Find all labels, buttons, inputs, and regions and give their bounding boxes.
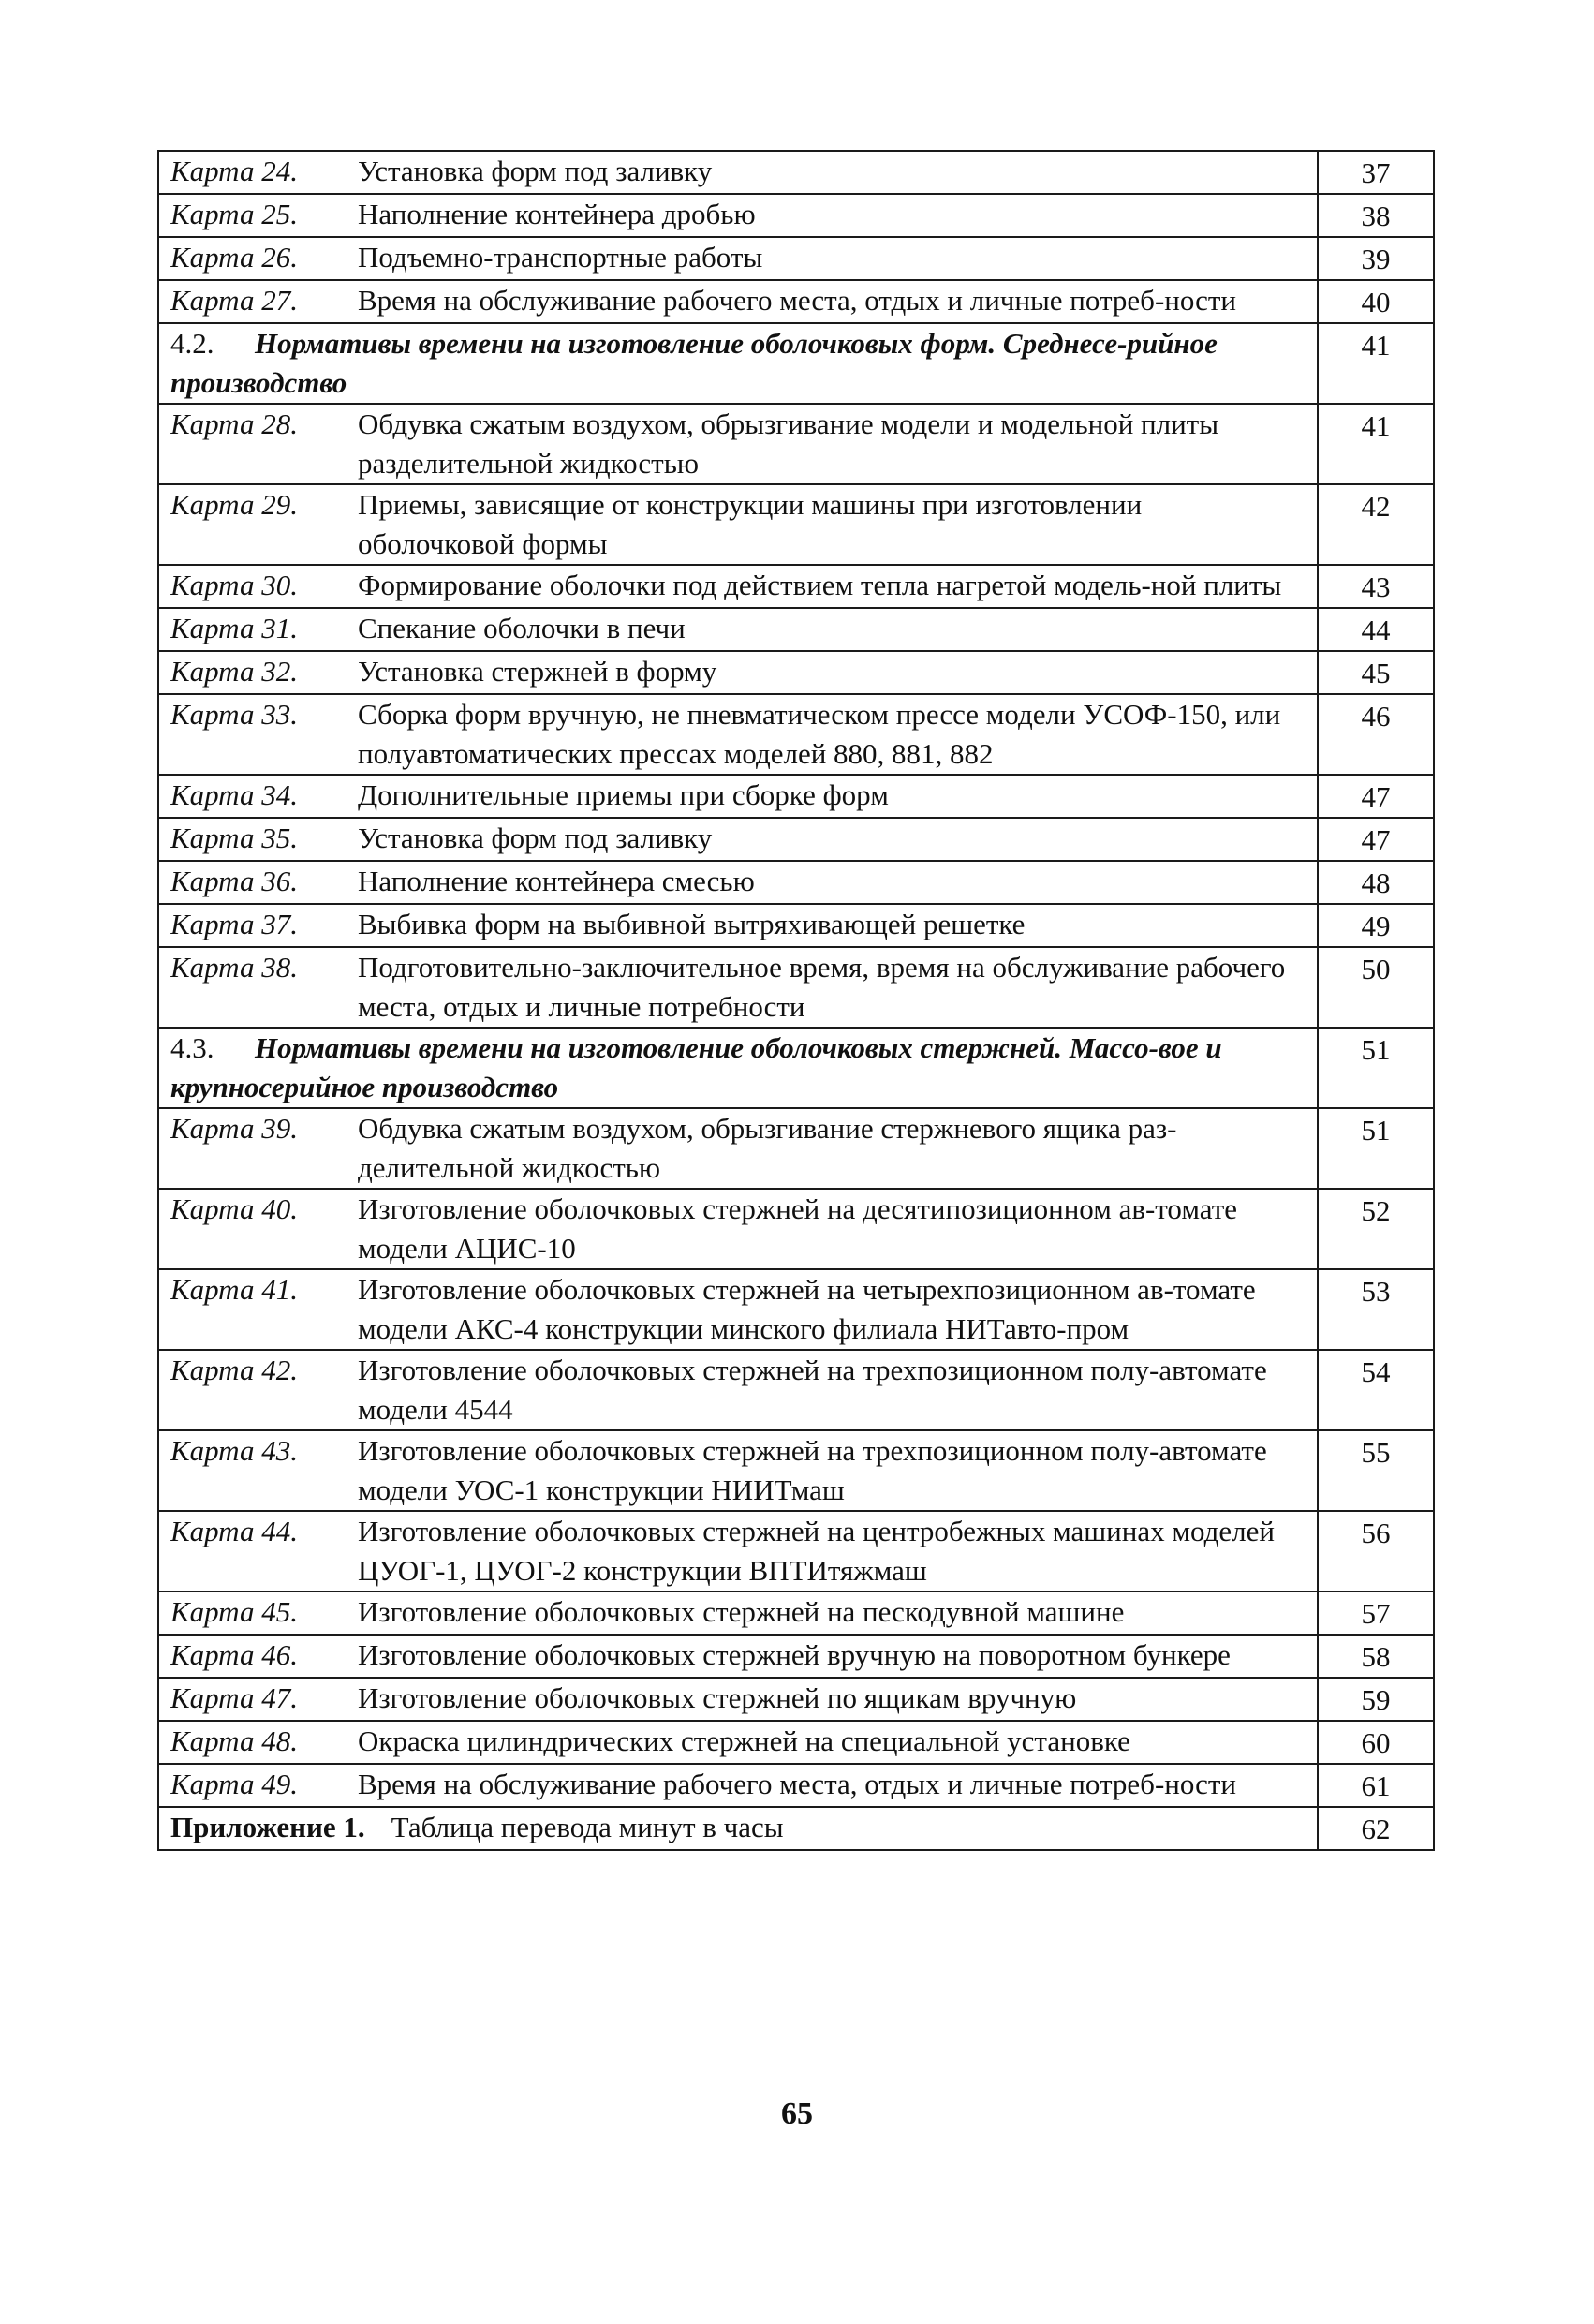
toc-body xyxy=(158,151,1434,1850)
toc-row-card xyxy=(158,694,1434,775)
card-title: Установка стержней в форму xyxy=(358,655,717,688)
card-label: Карта 39. xyxy=(170,1112,298,1145)
card-label: Карта 45. xyxy=(170,1595,298,1628)
toc-page-number: 47 xyxy=(1318,818,1434,861)
card-label: Карта 33. xyxy=(170,698,298,731)
toc-page-number: 45 xyxy=(1318,651,1434,694)
card-title: Изготовление оболочковых стержней на трехпозиционном полу-автомате модели УОС-1 конструкции НИИТмаш xyxy=(358,1434,1267,1506)
card-label: Карта 43. xyxy=(170,1434,298,1467)
card-title: Время на обслуживание рабочего места, отдых и личные потреб-ности xyxy=(358,284,1237,317)
card-title: Время на обслуживание рабочего места, отдых и личные потреб-ности xyxy=(358,1768,1237,1800)
card-label: Карта 27. xyxy=(170,284,298,317)
toc-page-number: 43 xyxy=(1318,565,1434,608)
toc-entry xyxy=(158,904,1318,947)
card-title: Дополнительные приемы при сборке форм xyxy=(358,778,889,811)
toc-page-number: 48 xyxy=(1318,861,1434,904)
toc-page-number: 56 xyxy=(1318,1511,1434,1591)
toc-entry xyxy=(158,694,1318,775)
toc-row-card xyxy=(158,1764,1434,1807)
toc-entry xyxy=(158,651,1318,694)
card-title: Наполнение контейнера дробью xyxy=(358,198,756,230)
toc-entry xyxy=(158,1108,1318,1189)
toc-entry xyxy=(158,237,1318,280)
toc-page-number: 42 xyxy=(1318,484,1434,565)
toc-row-card xyxy=(158,565,1434,608)
toc-row-section xyxy=(158,323,1434,404)
toc-row-card xyxy=(158,608,1434,651)
toc-entry xyxy=(158,1028,1318,1108)
toc-entry xyxy=(158,565,1318,608)
toc-row-card xyxy=(158,404,1434,484)
toc-entry xyxy=(158,818,1318,861)
toc-entry xyxy=(158,1807,1318,1850)
section-number: 4.2. xyxy=(170,327,214,360)
card-label: Карта 24. xyxy=(170,155,298,187)
toc-row-card xyxy=(158,484,1434,565)
card-title: Обдувка сжатым воздухом, обрызгивание модели и модельной плиты разделительной жидкостью xyxy=(358,407,1219,480)
toc-row-card xyxy=(158,1108,1434,1189)
section-title: Нормативы времени на изготовление оболочковых стержней. Массо-вое и крупносерийное производство xyxy=(170,1031,1222,1103)
card-label: Карта 32. xyxy=(170,655,298,688)
card-title: Выбивка форм на выбивной вытряхивающей решетке xyxy=(358,908,1026,940)
toc-page-number: 44 xyxy=(1318,608,1434,651)
card-label: Карта 26. xyxy=(170,241,298,274)
toc-entry xyxy=(158,1269,1318,1350)
toc-entry xyxy=(158,1350,1318,1430)
card-label: Карта 30. xyxy=(170,569,298,601)
card-title: Установка форм под заливку xyxy=(358,155,713,187)
toc-page-number: 41 xyxy=(1318,323,1434,404)
toc-page-number: 39 xyxy=(1318,237,1434,280)
toc-entry xyxy=(158,404,1318,484)
toc-entry xyxy=(158,280,1318,323)
toc-page-number: 60 xyxy=(1318,1721,1434,1764)
toc-row-card xyxy=(158,194,1434,237)
toc-page-number: 47 xyxy=(1318,775,1434,818)
page-number: 65 xyxy=(781,2096,813,2131)
toc-entry xyxy=(158,1635,1318,1678)
card-label: Карта 46. xyxy=(170,1638,298,1671)
card-title: Изготовление оболочковых стержней на пескодувной машине xyxy=(358,1595,1125,1628)
card-label: Карта 37. xyxy=(170,908,298,940)
toc-page-number: 61 xyxy=(1318,1764,1434,1807)
card-label: Карта 29. xyxy=(170,488,298,521)
toc-row-card xyxy=(158,947,1434,1028)
card-label: Карта 40. xyxy=(170,1192,298,1225)
toc-page-number: 52 xyxy=(1318,1189,1434,1269)
toc-row-card xyxy=(158,1591,1434,1635)
toc-row-section xyxy=(158,1028,1434,1108)
toc-entry xyxy=(158,775,1318,818)
card-title: Приемы, зависящие от конструкции машины при изготовлении оболочковой формы xyxy=(358,488,1143,560)
toc-row-card xyxy=(158,1350,1434,1430)
card-title: Изготовление оболочковых стержней на трехпозиционном полу-автомате модели 4544 xyxy=(358,1354,1267,1426)
card-title: Подготовительно-заключительное время, время на обслуживание рабочего места, отдых и личные потребности xyxy=(358,951,1286,1023)
toc-entry xyxy=(158,861,1318,904)
card-title: Наполнение контейнера смесью xyxy=(358,865,755,897)
toc-row-card xyxy=(158,1635,1434,1678)
card-label: Карта 28. xyxy=(170,407,298,440)
toc-row-card xyxy=(158,1721,1434,1764)
toc-row-card xyxy=(158,861,1434,904)
toc-row-card xyxy=(158,151,1434,194)
toc-row-card xyxy=(158,775,1434,818)
toc-page-number: 62 xyxy=(1318,1807,1434,1850)
toc-entry xyxy=(158,1189,1318,1269)
toc-row-card xyxy=(158,1430,1434,1511)
toc-entry xyxy=(158,484,1318,565)
card-title: Изготовление оболочковых стержней по ящикам вручную xyxy=(358,1681,1077,1714)
toc-entry xyxy=(158,1511,1318,1591)
toc-page-number: 51 xyxy=(1318,1028,1434,1108)
toc-row-card xyxy=(158,1678,1434,1721)
toc-page-number: 58 xyxy=(1318,1635,1434,1678)
toc-row-card xyxy=(158,1269,1434,1350)
toc-row-card xyxy=(158,1189,1434,1269)
toc-entry xyxy=(158,608,1318,651)
toc-page-number: 46 xyxy=(1318,694,1434,775)
toc-page-number: 38 xyxy=(1318,194,1434,237)
toc-page-number: 57 xyxy=(1318,1591,1434,1635)
toc-page-number: 49 xyxy=(1318,904,1434,947)
toc-entry xyxy=(158,947,1318,1028)
card-label: Карта 36. xyxy=(170,865,298,897)
toc-page-number: 41 xyxy=(1318,404,1434,484)
toc-row-appendix xyxy=(158,1807,1434,1850)
toc-page-number: 59 xyxy=(1318,1678,1434,1721)
toc-row-card xyxy=(158,904,1434,947)
toc-row-card xyxy=(158,818,1434,861)
card-title: Окраска цилиндрических стержней на специальной установке xyxy=(358,1724,1130,1757)
card-label: Карта 47. xyxy=(170,1681,298,1714)
toc-entry xyxy=(158,151,1318,194)
toc-entry xyxy=(158,194,1318,237)
table-of-contents xyxy=(157,150,1435,1851)
card-label: Карта 34. xyxy=(170,778,298,811)
section-number: 4.3. xyxy=(170,1031,214,1064)
toc-page-number: 53 xyxy=(1318,1269,1434,1350)
card-title: Изготовление оболочковых стержней на десятипозиционном ав-томате модели АЦИС-10 xyxy=(358,1192,1238,1265)
toc-entry xyxy=(158,323,1318,404)
toc-row-card xyxy=(158,651,1434,694)
card-title: Спекание оболочки в печи xyxy=(358,612,686,644)
card-title: Сборка форм вручную, не пневматическом прессе модели УСОФ-150, или полуавтоматических прессах моделей 880, 881, 882 xyxy=(358,698,1281,770)
toc-entry xyxy=(158,1678,1318,1721)
card-title: Формирование оболочки под действием тепла нагретой модель-ной плиты xyxy=(358,569,1282,601)
card-label: Карта 48. xyxy=(170,1724,298,1757)
toc-page-number: 51 xyxy=(1318,1108,1434,1189)
toc-entry xyxy=(158,1591,1318,1635)
card-title: Установка форм под заливку xyxy=(358,822,713,854)
card-label: Карта 42. xyxy=(170,1354,298,1386)
card-label: Карта 25. xyxy=(170,198,298,230)
toc-entry xyxy=(158,1764,1318,1807)
toc-entry xyxy=(158,1721,1318,1764)
card-label: Карта 41. xyxy=(170,1273,298,1306)
card-title: Изготовление оболочковых стержней на центробежных машинах моделей ЦУОГ-1, ЦУОГ-2 конструкции ВПТИтяжмаш xyxy=(358,1515,1275,1587)
card-label: Карта 49. xyxy=(170,1768,298,1800)
appendix-label: Приложение 1. xyxy=(170,1811,365,1843)
toc-page-number: 54 xyxy=(1318,1350,1434,1430)
toc-entry xyxy=(158,1430,1318,1511)
toc-page-number: 50 xyxy=(1318,947,1434,1028)
toc-row-card xyxy=(158,1511,1434,1591)
toc-page-number: 37 xyxy=(1318,151,1434,194)
card-label: Карта 44. xyxy=(170,1515,298,1547)
card-title: Подъемно-транспортные работы xyxy=(358,241,763,274)
toc-page-number: 40 xyxy=(1318,280,1434,323)
card-title: Изготовление оболочковых стержней вручную на поворотном бункере xyxy=(358,1638,1231,1671)
appendix-title: Таблица перевода минут в часы xyxy=(391,1811,784,1843)
section-title: Нормативы времени на изготовление оболочковых форм. Среднесе-рийное производство xyxy=(170,327,1218,399)
toc-row-card xyxy=(158,280,1434,323)
card-label: Карта 38. xyxy=(170,951,298,984)
card-title: Изготовление оболочковых стержней на четырехпозиционном ав-томате модели АКС-4 конструкции минского филиала НИТавто-пром xyxy=(358,1273,1256,1345)
toc-row-card xyxy=(158,237,1434,280)
card-label: Карта 35. xyxy=(170,822,298,854)
card-label: Карта 31. xyxy=(170,612,298,644)
card-title: Обдувка сжатым воздухом, обрызгивание стержневого ящика раз-делительной жидкостью xyxy=(358,1112,1177,1184)
toc-page-number: 55 xyxy=(1318,1430,1434,1511)
